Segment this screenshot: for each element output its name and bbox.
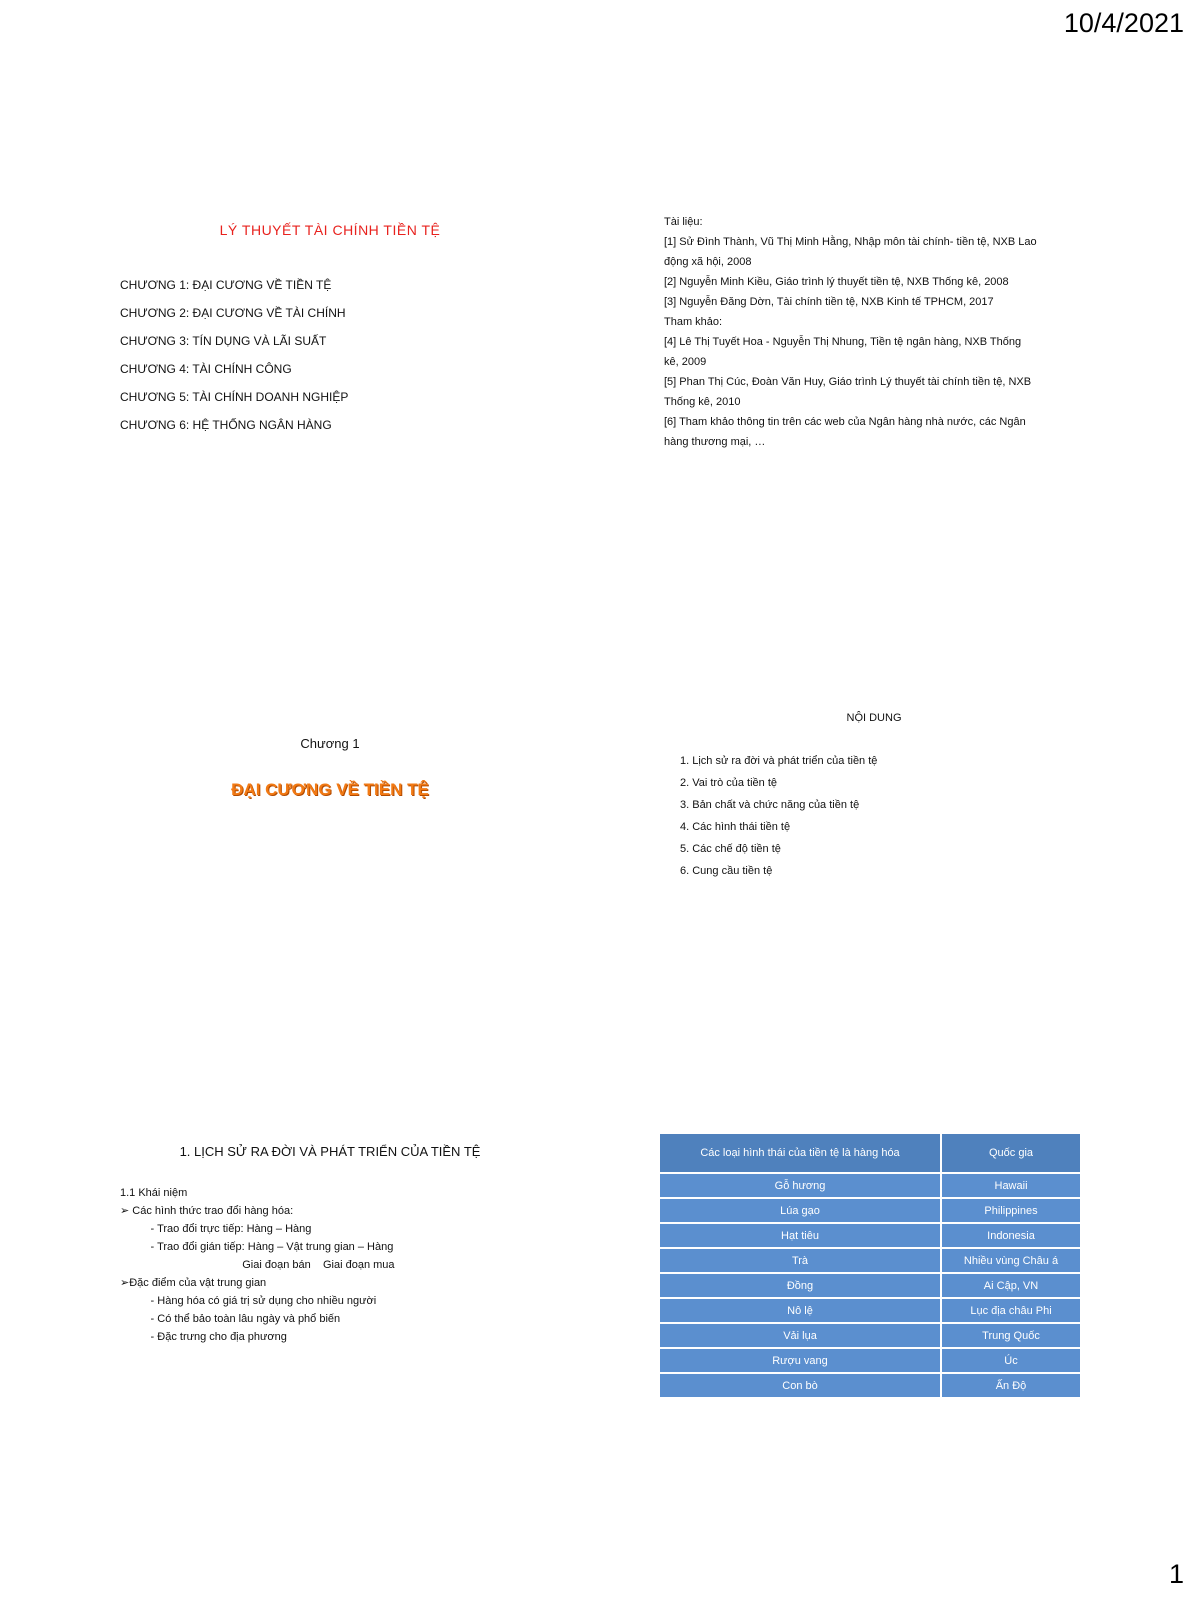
chapter-list xyxy=(120,278,348,446)
chapter-item: CHƯƠNG 3: TÍN DỤNG VÀ LÃI SUẤT xyxy=(120,334,327,348)
table-header-cell: Quốc gia xyxy=(942,1134,1080,1172)
table-cell: Rượu vang xyxy=(660,1349,940,1372)
references xyxy=(664,212,1084,452)
table-cell: Úc xyxy=(942,1349,1080,1372)
contents-heading: NỘI DUNG xyxy=(846,712,902,724)
table-cell: Trà xyxy=(660,1249,940,1272)
table-cell: Vải lụa xyxy=(660,1324,940,1347)
page-date: 10/4/2021 xyxy=(1063,8,1184,38)
body-line: ➢Đặc điểm của vật trung gian xyxy=(120,1277,267,1289)
body-line: - Trao đổi gián tiếp: Hàng – Vật trung gian – Hàng xyxy=(120,1241,394,1253)
chapter-item: CHƯƠNG 4: TÀI CHÍNH CÔNG xyxy=(120,362,292,376)
reference-line: [1] Sử Đình Thành, Vũ Thị Minh Hằng, Nhập môn tài chính- tiền tệ, NXB Lao xyxy=(664,236,1037,248)
reference-line: Tham khảo: xyxy=(664,316,723,328)
table-cell: Đồng xyxy=(660,1274,940,1297)
body-line: ➢ Các hình thức trao đổi hàng hóa: xyxy=(120,1205,294,1217)
body-line: Giai đoạn bán Giai đoạn mua xyxy=(120,1259,395,1271)
reference-line: hàng thương mại, … xyxy=(664,436,766,448)
table-cell: Hawaii xyxy=(942,1174,1080,1197)
table-row xyxy=(660,1324,1080,1347)
table-header-cell: Các loại hình thái của tiền tệ là hàng hóa xyxy=(660,1134,940,1172)
body-line: - Trao đổi trực tiếp: Hàng – Hàng xyxy=(120,1223,312,1235)
table-cell: Indonesia xyxy=(942,1224,1080,1247)
table-row xyxy=(660,1249,1080,1272)
table-header-row xyxy=(660,1134,1080,1172)
body-line: - Hàng hóa có giá trị sử dụng cho nhiều người xyxy=(120,1295,377,1307)
table-row xyxy=(660,1299,1080,1322)
table-row xyxy=(660,1174,1080,1197)
table-row xyxy=(660,1199,1080,1222)
course-title: LÝ THUYẾT TÀI CHÍNH TIỀN TỆ xyxy=(219,222,441,238)
table-cell: Con bò xyxy=(660,1374,940,1397)
commodity-money-table xyxy=(658,1132,1082,1399)
section-body xyxy=(120,1184,395,1346)
chapter-label: Chương 1 xyxy=(300,736,360,751)
table-row xyxy=(660,1349,1080,1372)
table-cell: Nô lệ xyxy=(660,1299,940,1322)
table-cell: Hạt tiêu xyxy=(660,1224,940,1247)
reference-line: [3] Nguyễn Đăng Dờn, Tài chính tiền tệ, NXB Kinh tế TPHCM, 2017 xyxy=(664,296,994,308)
table-cell: Gỗ hương xyxy=(660,1174,940,1197)
table-cell: Ấn Độ xyxy=(942,1374,1080,1397)
table-cell: Lục địa châu Phi xyxy=(942,1299,1080,1322)
reference-line: kê, 2009 xyxy=(664,356,707,368)
reference-line: Tài liệu: xyxy=(664,216,703,228)
chapter-item: CHƯƠNG 2: ĐẠI CƯƠNG VỀ TÀI CHÍNH xyxy=(120,306,346,320)
table-row xyxy=(660,1224,1080,1247)
table-cell: Philippines xyxy=(942,1199,1080,1222)
table-row xyxy=(660,1374,1080,1397)
table-cell: Lúa gạo xyxy=(660,1199,940,1222)
table-row xyxy=(660,1274,1080,1297)
contents-item: 6. Cung cầu tiền tệ xyxy=(680,865,773,877)
reference-line: [2] Nguyễn Minh Kiều, Giáo trình lý thuyết tiền tệ, NXB Thống kê, 2008 xyxy=(664,276,1009,288)
chapter-item: CHƯƠNG 5: TÀI CHÍNH DOANH NGHIỆP xyxy=(120,390,349,404)
body-line: - Đặc trưng cho địa phương xyxy=(120,1331,287,1343)
page-number: 1 xyxy=(1168,1559,1184,1589)
contents-item: 3. Bản chất và chức năng của tiền tệ xyxy=(680,799,860,811)
body-line: 1.1 Khái niệm xyxy=(120,1187,188,1199)
reference-line: [4] Lê Thị Tuyết Hoa - Nguyễn Thị Nhung, Tiền tệ ngân hàng, NXB Thống xyxy=(664,336,1022,348)
chapter-item: CHƯƠNG 1: ĐẠI CƯƠNG VỀ TIỀN TỆ xyxy=(120,278,332,292)
reference-line: [5] Phan Thị Cúc, Đoàn Văn Huy, Giáo trình Lý thuyết tài chính tiền tệ, NXB xyxy=(664,376,1032,388)
section-title: 1. LỊCH SỬ RA ĐỜI VÀ PHÁT TRIỂN CỦA TIỀN TỆ xyxy=(179,1144,481,1159)
contents-item: 1. Lịch sử ra đời và phát triển của tiền tệ xyxy=(680,755,878,767)
chapter-title: ĐẠI CƯƠNG VỀ TIỀN TỆ xyxy=(231,780,429,799)
table-cell: Nhiều vùng Châu á xyxy=(942,1249,1080,1272)
contents-item: 4. Các hình thái tiền tệ xyxy=(680,821,791,833)
reference-line: động xã hội, 2008 xyxy=(664,256,752,268)
chapter-item: CHƯƠNG 6: HỆ THỐNG NGÂN HÀNG xyxy=(120,418,332,432)
contents-item: 2. Vai trò của tiền tệ xyxy=(680,777,778,789)
contents-item: 5. Các chế độ tiền tệ xyxy=(680,843,781,855)
body-line: - Có thể bảo toàn lâu ngày và phổ biến xyxy=(120,1313,341,1325)
table-cell: Ai Cập, VN xyxy=(942,1274,1080,1297)
contents-list xyxy=(680,754,877,886)
table-cell: Trung Quốc xyxy=(942,1324,1080,1347)
reference-line: [6] Tham khảo thông tin trên các web của Ngân hàng nhà nước, các Ngân xyxy=(664,416,1026,428)
reference-line: Thống kê, 2010 xyxy=(664,396,741,408)
